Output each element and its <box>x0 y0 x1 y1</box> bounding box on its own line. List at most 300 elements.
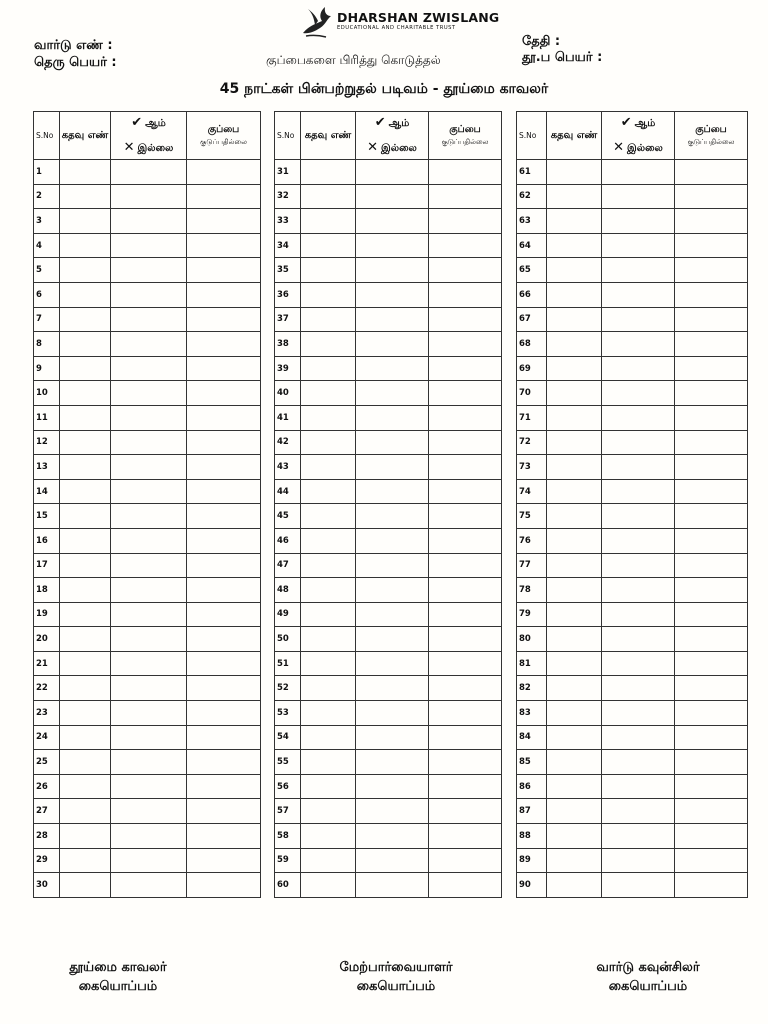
yes-no-cell[interactable] <box>602 824 675 849</box>
yes-no-cell[interactable] <box>111 430 187 455</box>
yes-no-cell[interactable] <box>356 160 429 185</box>
table-row <box>275 725 502 750</box>
yes-no-cell[interactable] <box>602 651 675 676</box>
garbage-cell[interactable] <box>429 258 502 283</box>
garbage-cell[interactable] <box>675 848 748 873</box>
door-no-cell[interactable] <box>301 307 356 332</box>
door-no-cell[interactable] <box>60 356 111 381</box>
door-no-cell[interactable] <box>547 332 602 357</box>
garbage-cell[interactable] <box>187 848 261 873</box>
yes-no-cell[interactable] <box>356 258 429 283</box>
door-no-cell[interactable] <box>547 184 602 209</box>
door-no-cell[interactable] <box>301 184 356 209</box>
garbage-cell[interactable] <box>187 307 261 332</box>
garbage-cell[interactable] <box>429 455 502 480</box>
yes-no-cell[interactable] <box>356 504 429 529</box>
yes-no-cell[interactable] <box>111 799 187 824</box>
yes-no-cell[interactable] <box>111 848 187 873</box>
yes-no-cell[interactable] <box>602 627 675 652</box>
door-no-cell[interactable] <box>547 627 602 652</box>
door-no-cell[interactable] <box>60 258 111 283</box>
garbage-cell[interactable] <box>675 676 748 701</box>
garbage-cell[interactable] <box>429 651 502 676</box>
yes-no-cell[interactable] <box>356 282 429 307</box>
door-no-cell[interactable] <box>301 209 356 234</box>
door-no-cell[interactable] <box>547 651 602 676</box>
yes-no-cell[interactable] <box>356 578 429 603</box>
door-no-cell[interactable] <box>547 578 602 603</box>
door-no-cell[interactable] <box>301 479 356 504</box>
garbage-cell[interactable] <box>187 356 261 381</box>
yes-no-cell[interactable] <box>356 233 429 258</box>
door-no-cell[interactable] <box>301 824 356 849</box>
garbage-cell[interactable] <box>675 725 748 750</box>
yes-no-cell[interactable] <box>356 799 429 824</box>
garbage-cell[interactable] <box>675 381 748 406</box>
yes-no-cell[interactable] <box>111 651 187 676</box>
door-no-cell[interactable] <box>301 332 356 357</box>
door-no-cell[interactable] <box>60 184 111 209</box>
garbage-cell[interactable] <box>187 676 261 701</box>
door-no-cell[interactable] <box>547 405 602 430</box>
door-no-cell[interactable] <box>547 873 602 898</box>
serial-number: 30 <box>34 873 60 898</box>
garbage-cell[interactable] <box>429 627 502 652</box>
yes-no-cell[interactable] <box>356 553 429 578</box>
yes-no-cell[interactable] <box>602 405 675 430</box>
yes-no-cell[interactable] <box>602 282 675 307</box>
door-no-cell[interactable] <box>60 528 111 553</box>
garbage-cell[interactable] <box>675 750 748 775</box>
garbage-cell[interactable] <box>429 676 502 701</box>
yes-no-cell[interactable] <box>602 799 675 824</box>
yes-no-cell[interactable] <box>602 455 675 480</box>
door-no-cell[interactable] <box>60 233 111 258</box>
door-no-cell[interactable] <box>301 553 356 578</box>
serial-number: 11 <box>34 405 60 430</box>
door-no-cell[interactable] <box>547 848 602 873</box>
header-no-label: இல்லை <box>381 143 417 154</box>
door-no-cell[interactable] <box>547 602 602 627</box>
yes-no-cell[interactable] <box>356 725 429 750</box>
yes-no-cell[interactable] <box>111 356 187 381</box>
door-no-cell[interactable] <box>301 676 356 701</box>
table-row <box>517 307 748 332</box>
door-no-cell[interactable] <box>60 627 111 652</box>
garbage-cell[interactable] <box>675 504 748 529</box>
garbage-cell[interactable] <box>675 184 748 209</box>
garbage-cell[interactable] <box>429 405 502 430</box>
garbage-cell[interactable] <box>187 455 261 480</box>
garbage-cell[interactable] <box>675 307 748 332</box>
garbage-cell[interactable] <box>429 701 502 726</box>
door-no-cell[interactable] <box>547 307 602 332</box>
yes-no-cell[interactable] <box>111 405 187 430</box>
door-no-cell[interactable] <box>60 381 111 406</box>
yes-no-cell[interactable] <box>602 258 675 283</box>
door-no-cell[interactable] <box>547 381 602 406</box>
garbage-cell[interactable] <box>429 873 502 898</box>
yes-no-cell[interactable] <box>356 430 429 455</box>
yes-no-cell[interactable] <box>356 528 429 553</box>
garbage-cell[interactable] <box>675 578 748 603</box>
garbage-cell[interactable] <box>187 430 261 455</box>
garbage-cell[interactable] <box>675 258 748 283</box>
garbage-cell[interactable] <box>187 750 261 775</box>
door-no-cell[interactable] <box>301 651 356 676</box>
door-no-cell[interactable] <box>547 553 602 578</box>
yes-no-cell[interactable] <box>602 750 675 775</box>
table-row <box>34 356 261 381</box>
yes-no-cell[interactable] <box>602 602 675 627</box>
garbage-cell[interactable] <box>429 233 502 258</box>
door-no-cell[interactable] <box>547 504 602 529</box>
garbage-cell[interactable] <box>675 799 748 824</box>
garbage-cell[interactable] <box>429 578 502 603</box>
yes-no-cell[interactable] <box>602 184 675 209</box>
door-no-cell[interactable] <box>301 258 356 283</box>
table-row <box>34 258 261 283</box>
garbage-cell[interactable] <box>429 824 502 849</box>
yes-no-cell[interactable] <box>602 774 675 799</box>
garbage-cell[interactable] <box>187 651 261 676</box>
garbage-cell[interactable] <box>187 504 261 529</box>
garbage-cell[interactable] <box>187 873 261 898</box>
yes-no-cell[interactable] <box>111 602 187 627</box>
garbage-cell[interactable] <box>675 479 748 504</box>
garbage-cell[interactable] <box>675 405 748 430</box>
yes-no-cell[interactable] <box>356 873 429 898</box>
serial-number: 78 <box>517 578 547 603</box>
yes-no-cell[interactable] <box>602 332 675 357</box>
garbage-cell[interactable] <box>187 578 261 603</box>
yes-no-cell[interactable] <box>356 774 429 799</box>
garbage-cell[interactable] <box>429 848 502 873</box>
header-sno: S.No <box>34 112 60 160</box>
door-no-cell[interactable] <box>547 774 602 799</box>
yes-no-cell[interactable] <box>602 356 675 381</box>
garbage-cell[interactable] <box>429 356 502 381</box>
door-no-cell[interactable] <box>547 676 602 701</box>
door-no-cell[interactable] <box>60 750 111 775</box>
header-yes-no <box>111 112 187 160</box>
door-no-cell[interactable] <box>301 873 356 898</box>
door-no-cell[interactable] <box>301 774 356 799</box>
garbage-cell[interactable] <box>429 332 502 357</box>
garbage-cell[interactable] <box>675 528 748 553</box>
garbage-cell[interactable] <box>187 799 261 824</box>
yes-no-cell[interactable] <box>602 553 675 578</box>
garbage-cell[interactable] <box>429 160 502 185</box>
door-no-cell[interactable] <box>301 627 356 652</box>
garbage-cell[interactable] <box>675 430 748 455</box>
garbage-cell[interactable] <box>675 332 748 357</box>
yes-no-cell[interactable] <box>111 233 187 258</box>
door-no-cell[interactable] <box>301 848 356 873</box>
garbage-cell[interactable] <box>429 282 502 307</box>
yes-no-cell[interactable] <box>602 873 675 898</box>
door-no-cell[interactable] <box>60 455 111 480</box>
door-no-cell[interactable] <box>547 750 602 775</box>
garbage-cell[interactable] <box>675 209 748 234</box>
door-no-cell[interactable] <box>60 701 111 726</box>
serial-number: 72 <box>517 430 547 455</box>
serial-number: 54 <box>275 725 301 750</box>
garbage-cell[interactable] <box>429 725 502 750</box>
garbage-cell[interactable] <box>429 774 502 799</box>
garbage-cell[interactable] <box>187 332 261 357</box>
garbage-cell[interactable] <box>429 209 502 234</box>
garbage-cell[interactable] <box>675 356 748 381</box>
door-no-cell[interactable] <box>60 602 111 627</box>
table-row <box>34 160 261 185</box>
header-garbage <box>187 112 261 160</box>
door-no-cell[interactable] <box>301 282 356 307</box>
yes-no-cell[interactable] <box>602 848 675 873</box>
yes-no-cell[interactable] <box>356 332 429 357</box>
door-no-cell[interactable] <box>60 209 111 234</box>
yes-no-cell[interactable] <box>356 676 429 701</box>
door-no-cell[interactable] <box>301 504 356 529</box>
door-no-cell[interactable] <box>60 824 111 849</box>
door-no-cell[interactable] <box>301 455 356 480</box>
yes-no-cell[interactable] <box>602 233 675 258</box>
door-no-cell[interactable] <box>301 233 356 258</box>
yes-no-cell[interactable] <box>356 627 429 652</box>
garbage-cell[interactable] <box>429 381 502 406</box>
garbage-cell[interactable] <box>675 553 748 578</box>
door-no-cell[interactable] <box>60 873 111 898</box>
garbage-cell[interactable] <box>675 824 748 849</box>
yes-no-cell[interactable] <box>111 160 187 185</box>
garbage-cell[interactable] <box>187 824 261 849</box>
table-row <box>34 405 261 430</box>
door-no-cell[interactable] <box>60 774 111 799</box>
garbage-cell[interactable] <box>187 405 261 430</box>
garbage-cell[interactable] <box>429 479 502 504</box>
garbage-cell[interactable] <box>675 602 748 627</box>
garbage-cell[interactable] <box>187 258 261 283</box>
yes-no-cell[interactable] <box>602 479 675 504</box>
yes-no-cell[interactable] <box>111 627 187 652</box>
yes-no-cell[interactable] <box>602 430 675 455</box>
door-no-cell[interactable] <box>60 430 111 455</box>
door-no-cell[interactable] <box>60 651 111 676</box>
yes-no-cell[interactable] <box>111 553 187 578</box>
yes-no-cell[interactable] <box>111 504 187 529</box>
door-no-cell[interactable] <box>301 405 356 430</box>
garbage-cell[interactable] <box>429 307 502 332</box>
door-no-cell[interactable] <box>301 750 356 775</box>
garbage-cell[interactable] <box>187 160 261 185</box>
garbage-cell[interactable] <box>187 725 261 750</box>
door-no-cell[interactable] <box>301 160 356 185</box>
yes-no-cell[interactable] <box>356 405 429 430</box>
garbage-cell[interactable] <box>675 455 748 480</box>
signature-caption: கையொப்பம் <box>608 979 688 994</box>
door-no-cell[interactable] <box>301 725 356 750</box>
yes-no-cell[interactable] <box>111 824 187 849</box>
yes-no-cell[interactable] <box>356 651 429 676</box>
door-no-cell[interactable] <box>547 701 602 726</box>
door-no-cell[interactable] <box>547 725 602 750</box>
garbage-cell[interactable] <box>675 701 748 726</box>
table-row <box>34 799 261 824</box>
door-no-cell[interactable] <box>60 848 111 873</box>
garbage-cell[interactable] <box>187 774 261 799</box>
door-no-cell[interactable] <box>547 528 602 553</box>
garbage-cell[interactable] <box>187 602 261 627</box>
door-no-cell[interactable] <box>547 209 602 234</box>
yes-no-cell[interactable] <box>356 184 429 209</box>
door-no-cell[interactable] <box>301 430 356 455</box>
door-no-cell[interactable] <box>60 676 111 701</box>
yes-no-cell[interactable] <box>356 356 429 381</box>
yes-no-cell[interactable] <box>356 602 429 627</box>
yes-no-cell[interactable] <box>602 701 675 726</box>
door-no-cell[interactable] <box>301 578 356 603</box>
yes-no-cell[interactable] <box>356 307 429 332</box>
header-garbage <box>675 112 748 160</box>
yes-no-cell[interactable] <box>111 750 187 775</box>
door-no-cell[interactable] <box>60 799 111 824</box>
door-no-cell[interactable] <box>60 479 111 504</box>
garbage-cell[interactable] <box>187 528 261 553</box>
yes-no-cell[interactable] <box>111 873 187 898</box>
yes-no-cell[interactable] <box>602 381 675 406</box>
yes-no-cell[interactable] <box>111 209 187 234</box>
door-no-cell[interactable] <box>547 479 602 504</box>
door-no-cell[interactable] <box>301 701 356 726</box>
serial-number: 74 <box>517 479 547 504</box>
garbage-cell[interactable] <box>187 184 261 209</box>
garbage-cell[interactable] <box>429 750 502 775</box>
door-no-cell[interactable] <box>547 430 602 455</box>
yes-no-cell[interactable] <box>111 455 187 480</box>
yes-no-cell[interactable] <box>356 209 429 234</box>
door-no-cell[interactable] <box>547 455 602 480</box>
garbage-cell[interactable] <box>429 799 502 824</box>
yes-no-cell[interactable] <box>602 504 675 529</box>
garbage-cell[interactable] <box>429 602 502 627</box>
door-no-cell[interactable] <box>547 282 602 307</box>
serial-number: 34 <box>275 233 301 258</box>
yes-no-cell[interactable] <box>602 160 675 185</box>
yes-no-cell[interactable] <box>602 209 675 234</box>
door-no-cell[interactable] <box>301 602 356 627</box>
door-no-cell[interactable] <box>60 307 111 332</box>
yes-no-cell[interactable] <box>356 848 429 873</box>
garbage-cell[interactable] <box>675 282 748 307</box>
garbage-cell[interactable] <box>675 233 748 258</box>
yes-no-cell[interactable] <box>111 578 187 603</box>
serial-number: 53 <box>275 701 301 726</box>
yes-no-cell[interactable] <box>356 701 429 726</box>
table-row <box>517 405 748 430</box>
yes-no-cell[interactable] <box>111 381 187 406</box>
door-no-cell[interactable] <box>60 578 111 603</box>
yes-no-cell[interactable] <box>602 676 675 701</box>
yes-no-cell[interactable] <box>111 701 187 726</box>
garbage-cell[interactable] <box>675 873 748 898</box>
yes-no-cell[interactable] <box>356 381 429 406</box>
table-row <box>517 381 748 406</box>
door-no-cell[interactable] <box>60 282 111 307</box>
serial-number: 59 <box>275 848 301 873</box>
garbage-cell[interactable] <box>187 233 261 258</box>
yes-no-cell[interactable] <box>602 528 675 553</box>
garbage-cell[interactable] <box>187 381 261 406</box>
yes-no-cell[interactable] <box>356 824 429 849</box>
garbage-cell[interactable] <box>429 504 502 529</box>
garbage-cell[interactable] <box>429 553 502 578</box>
yes-no-cell[interactable] <box>111 307 187 332</box>
garbage-cell[interactable] <box>187 553 261 578</box>
serial-number: 63 <box>517 209 547 234</box>
serial-number: 39 <box>275 356 301 381</box>
door-no-cell[interactable] <box>60 504 111 529</box>
yes-no-cell[interactable] <box>111 282 187 307</box>
yes-no-cell[interactable] <box>111 528 187 553</box>
door-no-cell[interactable] <box>547 233 602 258</box>
yes-no-cell[interactable] <box>111 676 187 701</box>
yes-no-cell[interactable] <box>602 725 675 750</box>
garbage-cell[interactable] <box>187 479 261 504</box>
door-no-cell[interactable] <box>301 381 356 406</box>
door-no-cell[interactable] <box>60 725 111 750</box>
door-no-cell[interactable] <box>60 553 111 578</box>
garbage-cell[interactable] <box>187 627 261 652</box>
door-no-cell[interactable] <box>301 528 356 553</box>
yes-no-cell[interactable] <box>356 455 429 480</box>
yes-no-cell[interactable] <box>356 479 429 504</box>
yes-no-cell[interactable] <box>111 184 187 209</box>
door-no-cell[interactable] <box>547 356 602 381</box>
garbage-cell[interactable] <box>675 627 748 652</box>
yes-no-cell[interactable] <box>111 258 187 283</box>
garbage-cell[interactable] <box>187 209 261 234</box>
yes-no-cell[interactable] <box>602 578 675 603</box>
yes-no-cell[interactable] <box>111 725 187 750</box>
garbage-cell[interactable] <box>187 701 261 726</box>
garbage-cell[interactable] <box>675 651 748 676</box>
garbage-cell[interactable] <box>429 184 502 209</box>
yes-no-cell[interactable] <box>602 307 675 332</box>
table-row <box>34 332 261 357</box>
serial-number: 48 <box>275 578 301 603</box>
garbage-cell[interactable] <box>675 160 748 185</box>
yes-no-cell[interactable] <box>111 332 187 357</box>
door-no-cell[interactable] <box>301 356 356 381</box>
door-no-cell[interactable] <box>60 332 111 357</box>
garbage-cell[interactable] <box>429 430 502 455</box>
garbage-cell[interactable] <box>675 774 748 799</box>
yes-no-cell[interactable] <box>111 774 187 799</box>
door-no-cell[interactable] <box>60 405 111 430</box>
table-row <box>275 479 502 504</box>
garbage-cell[interactable] <box>429 528 502 553</box>
door-no-cell[interactable] <box>547 799 602 824</box>
door-no-cell[interactable] <box>301 799 356 824</box>
garbage-cell[interactable] <box>187 282 261 307</box>
door-no-cell[interactable] <box>547 160 602 185</box>
door-no-cell[interactable] <box>547 824 602 849</box>
yes-no-cell[interactable] <box>111 479 187 504</box>
door-no-cell[interactable] <box>547 258 602 283</box>
serial-number: 13 <box>34 455 60 480</box>
yes-no-cell[interactable] <box>356 750 429 775</box>
door-no-cell[interactable] <box>60 160 111 185</box>
